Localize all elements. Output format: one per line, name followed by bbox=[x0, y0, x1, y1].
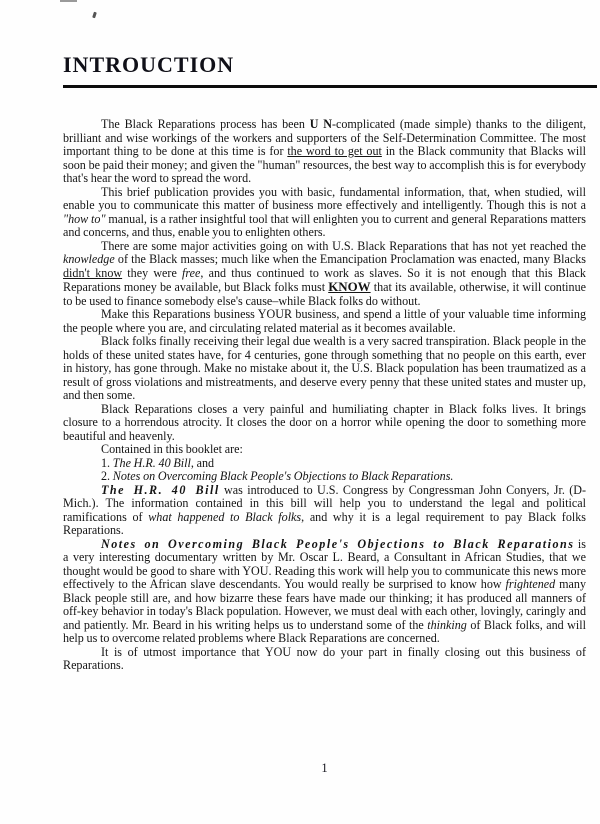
text-segment: , and why it is a legal requirement to pay Black folks Reparations. bbox=[63, 509, 586, 537]
paragraph bbox=[63, 186, 586, 240]
title-underline-rule bbox=[63, 85, 597, 88]
text-segment: didn't know bbox=[63, 265, 123, 280]
scan-artifact bbox=[92, 12, 97, 19]
text-segment: in the Black community that Blacks will soon be paid their money; and given the "human" resources, the best way to accomplish this is for everybody that's hear the word to spread the word. bbox=[63, 144, 586, 185]
text-segment: "how to" bbox=[63, 211, 106, 226]
text-segment: was introduced to U.S. Congress by Congressman John Conyers, Jr. (D-Mich.). The information contained in this bill will help you to understand the legal and political ramifications of bbox=[63, 482, 587, 524]
paragraph bbox=[63, 484, 586, 538]
paragraph bbox=[63, 443, 586, 457]
paragraph bbox=[63, 470, 586, 484]
text-segment: There are some major activities going on with U.S. Black Reparations that has not yet reached the bbox=[101, 238, 586, 253]
text-segment: manual, is a rather insightful tool that will enlighten you to current and general Reparations matters and concerns, and thus, enable you to enlighten others. bbox=[63, 211, 586, 239]
text-segment: frightened bbox=[505, 577, 556, 591]
text-segment: , and thus continued to work as slaves. So it is not enough that this Black Reparations money be available, but Black folks must bbox=[63, 265, 586, 294]
text-segment: , and bbox=[190, 455, 215, 470]
text-segment: of Black folks, and will help us to overcome related problems where Black Reparations are concerned. bbox=[63, 617, 586, 645]
text-segment: Notes on Overcoming Black People's Objections to Black Reparations. bbox=[112, 469, 454, 483]
text-segment: This brief publication provides you with basic, fundamental information, that, when studied, will enable you to communicate this matter of business more effectively and intelligently. Though this is not a bbox=[63, 184, 586, 212]
text-segment: 2. bbox=[101, 469, 113, 483]
text-segment: Notes on Overcoming Black People's Objections to Black Reparations bbox=[101, 536, 575, 551]
text-segment: U N bbox=[309, 117, 332, 131]
text-segment: free bbox=[182, 265, 201, 280]
text-segment: The H.R. 40 Bill bbox=[101, 482, 220, 497]
text-segment: they were bbox=[122, 265, 183, 280]
paragraph bbox=[63, 240, 586, 309]
text-segment: what happened to Black folks bbox=[148, 509, 302, 524]
text-segment: the word to get out bbox=[287, 144, 382, 158]
text-segment: The H.R. 40 Bill bbox=[112, 455, 191, 470]
document-body bbox=[63, 118, 586, 673]
paragraph bbox=[63, 646, 586, 673]
page-title: INTROUCTION bbox=[63, 52, 235, 77]
text-segment: of the Black masses; much like when the Emancipation Proclamation was enacted, many Blacks bbox=[114, 252, 586, 266]
text-segment: Black Reparations closes a very painful and humiliating chapter in Black folks lives. It brings closure to a horrendous atrocity. It closes the door on a horror while opening the door to something more beautiful and heavenly. bbox=[63, 401, 586, 443]
text-segment: Make this Reparations business YOUR business, and spend a little of your valuable time informing the people where you are, and circulating related material as it becomes available. bbox=[63, 307, 586, 335]
paragraph bbox=[63, 403, 586, 444]
text-segment: KNOW bbox=[328, 279, 371, 294]
text-segment: It is of utmost importance that YOU now do your part in finally closing out this business of Reparations. bbox=[63, 644, 586, 672]
text-segment: knowledge bbox=[63, 252, 115, 266]
paragraph bbox=[63, 118, 586, 186]
text-segment: Contained in this booklet are: bbox=[101, 442, 243, 456]
paragraph bbox=[63, 538, 586, 646]
text-segment: -complicated (made simple) thanks to the diligent, brilliant and wise workings of the workers and supporters of the Self-Determination Committee. The most important thing to be done at this time is for bbox=[63, 117, 586, 158]
text-segment: 1. bbox=[101, 455, 113, 470]
paragraph bbox=[63, 308, 586, 335]
paragraph bbox=[63, 335, 586, 403]
scan-artifact bbox=[60, 0, 77, 2]
page-number: 1 bbox=[321, 761, 328, 775]
text-segment: Black folks finally receiving their legal due wealth is a very sacred transpiration. Black people in the holds of these united states have, for 4 centuries, gone through something that no people on this earth, ever in history, has gone through. Make no mistake about it, the U.S. Black population has been traumatized as a result of gross violations and mistreatments, and deserve every penny that these united states and muster up, and then some. bbox=[63, 334, 586, 402]
text-segment: is a very interesting documentary written by Mr. Oscar L. Beard, a Consultant in African Studies, that we thought would be good to share with YOU. Reading this work will help you to communicate this news more effectively to the African slave descendants. You would really be surprised to know how bbox=[63, 536, 586, 591]
text-segment: The Black Reparations process has been bbox=[101, 117, 310, 131]
text-segment: thinking bbox=[427, 617, 467, 632]
text-segment: that its available, otherwise, it will continue to be used to finance somebody else's cause–while Black folks do without. bbox=[63, 280, 587, 308]
text-segment: many Black people still are, and how bizarre these fears have made our thinking; it has produced all manners of off-key behavior in today's Black population. However, we must deal with each other, lovingly, caringly and and patiently. Mr. Beard in his writing helps us to understand some of the bbox=[63, 577, 586, 632]
paragraph bbox=[63, 457, 586, 471]
